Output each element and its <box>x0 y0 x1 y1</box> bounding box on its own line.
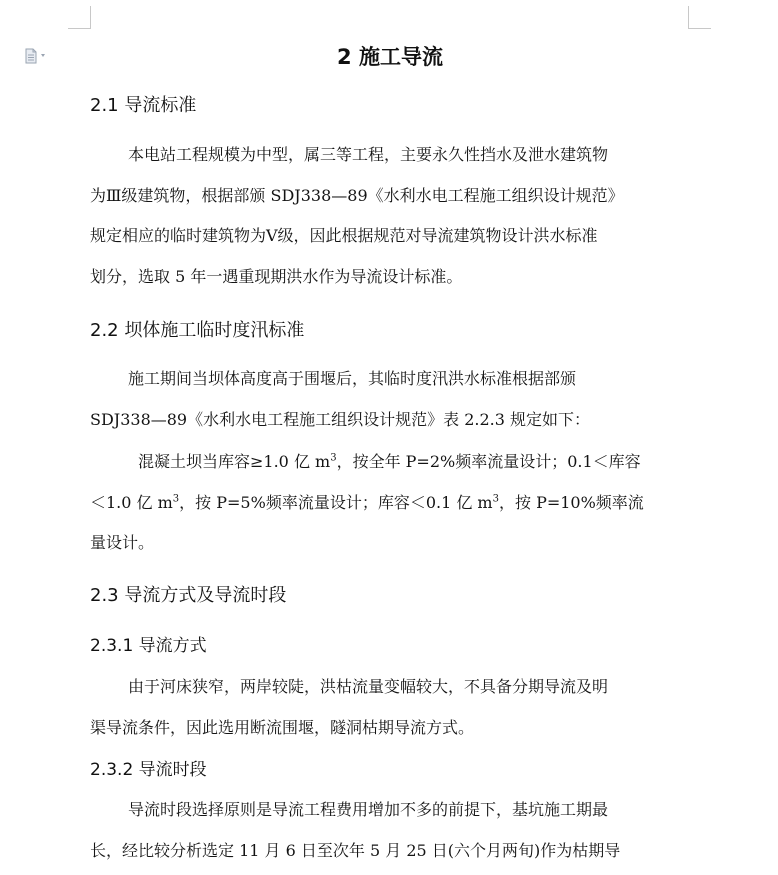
paragraph-line: 施工期间当坝体高度高于围堰后，其临时度汛洪水标准根据部颁 <box>128 369 577 388</box>
paragraph-line: 为Ⅲ级建筑物，根据部颁 SDJ338—89《水利水电工程施工组织设计规范》 <box>90 185 624 205</box>
paragraph-2-2 <box>90 359 690 440</box>
document-menu-icon[interactable] <box>24 48 50 64</box>
superscript: 3 <box>172 493 180 505</box>
section-heading-2-2: 2.2 坝体施工临时度汛标准 <box>90 320 305 341</box>
text-run: ，按 P=10%频率流 <box>498 492 644 512</box>
paragraph-line: 渠导流条件，因此选用断流围堰，隧洞枯期导流方式。 <box>90 717 475 737</box>
text-run: ，按全年 P=2%频率流量设计；0.1＜库容 <box>336 452 641 471</box>
paragraph-line: 规定相应的临时建筑物为Ⅴ级，因此根据规范对导流建筑物设计洪水标准 <box>90 226 598 246</box>
paragraph-2-1 <box>90 135 690 297</box>
paragraph-line <box>90 442 690 483</box>
paragraph-line: SDJ338—89《水利水电工程施工组织设计规范》表 2.2.3 规定如下： <box>90 409 590 429</box>
superscript: 3 <box>330 452 337 464</box>
paragraph-line: 本电站工程规模为中型，属三等工程，主要永久性挡水及泄水建筑物 <box>128 145 609 164</box>
paragraph-line <box>90 483 690 524</box>
paragraph-line: 由于河床狭窄，两岸较陡，洪枯流量变幅较大，不具备分期导流及明 <box>128 677 609 696</box>
paragraph-2-2-standards <box>90 442 690 564</box>
paragraph-2-3-2 <box>90 790 690 871</box>
paragraph-line: 长，经比较分析选定 11 月 6 日至次年 5 月 25 日(六个月两旬)作为枯期导 <box>90 840 621 860</box>
crop-mark-top-left <box>68 6 91 29</box>
paragraph-line: 量设计。 <box>90 533 155 553</box>
paragraph-line: 划分，选取 5 年一遇重现期洪水作为导流设计标准。 <box>90 266 463 286</box>
text-run: ＜1.0 亿 m <box>90 492 173 512</box>
text-run: 混凝土坝当库容≥1.0 亿 m <box>138 452 331 471</box>
section-heading-2-3-2: 2.3.2 导流时段 <box>90 760 207 780</box>
section-heading-2-1: 2.1 导流标准 <box>90 95 197 116</box>
superscript: 3 <box>492 493 499 505</box>
section-heading-2-3: 2.3 导流方式及导流时段 <box>90 585 287 606</box>
section-heading-2-3-1: 2.3.1 导流方式 <box>90 636 207 656</box>
paragraph-line: 导流时段选择原则是导流工程费用增加不多的前提下，基坑施工期最 <box>128 800 609 819</box>
document-title: 2 施工导流 <box>337 45 443 69</box>
paragraph-2-3-1 <box>90 667 690 748</box>
text-run: ，按 P=5%频率流量设计；库容＜0.1 亿 m <box>179 492 493 512</box>
crop-mark-top-right <box>688 6 711 29</box>
